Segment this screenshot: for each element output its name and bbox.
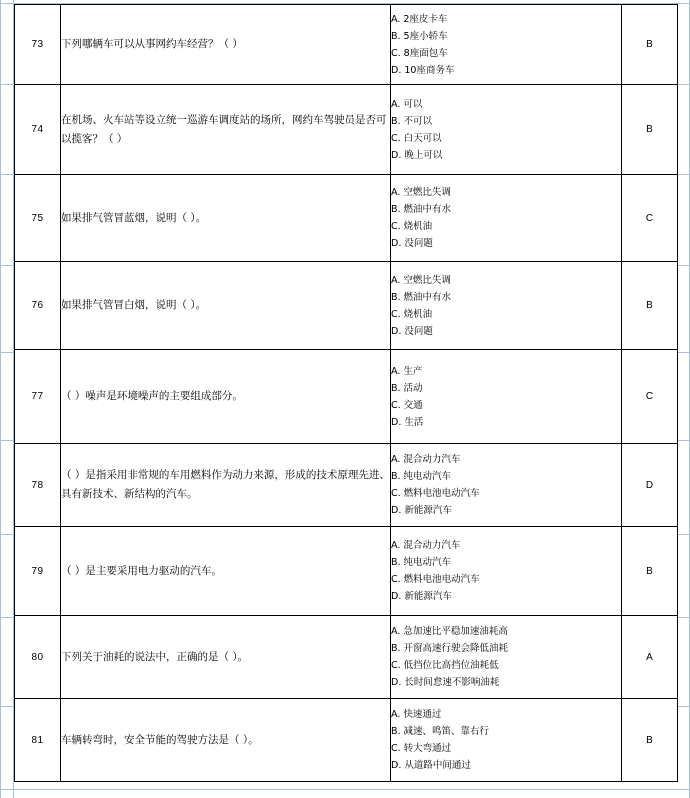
question-number-cell: 75 [15, 175, 61, 262]
question-number-cell: 81 [15, 699, 61, 782]
question-text: 如果排气管冒蓝烟，说明（ ）。 [61, 211, 207, 224]
question-text-cell [61, 262, 391, 350]
option-line: C. 8座面包车 [391, 47, 448, 59]
option-line: B. 纯电动汽车 [391, 557, 452, 568]
correct-answer-cell: D [622, 444, 678, 527]
option-line: A. 生产 [391, 365, 423, 377]
option-line: B. 不可以 [391, 115, 433, 127]
question-text: 车辆转弯时，安全节能的驾驶方法是（ ）。 [61, 733, 259, 746]
option-line: B. 燃油中有水 [391, 204, 452, 215]
answer-options-cell [391, 616, 622, 699]
question-text: 在机场、火车站等设立统一巡游车调度站的场所，网约车驾驶员是否可以揽客？（ ） [61, 113, 387, 145]
option-line: C. 烧机油 [391, 308, 433, 320]
question-text: 如果排气管冒白烟，说明（ ）。 [61, 299, 207, 311]
exam-question-table [14, 4, 678, 782]
answer-options-cell [391, 85, 622, 175]
answer-options-cell [391, 350, 622, 444]
question-number-cell: 80 [15, 616, 61, 699]
option-line: A. 可以 [391, 98, 423, 110]
option-line: A. 混合动力汽车 [391, 540, 461, 551]
question-text: （ ）是主要采用电力驱动的汽车。 [61, 564, 222, 577]
correct-answer-cell: B [622, 262, 678, 350]
answer-options-cell [391, 527, 622, 616]
option-line: A. 急加速比平稳加速油耗高 [391, 626, 508, 637]
option-line: B. 活动 [391, 382, 423, 394]
question-text: 下列关于油耗的说法中，正确的是（ ）。 [61, 650, 249, 663]
option-line: D. 生活 [391, 416, 424, 428]
option-line: C. 转大弯通过 [391, 743, 452, 754]
question-text-cell [61, 350, 391, 444]
option-line: C. 低挡位比高挡位油耗低 [391, 660, 499, 671]
question-number-cell: 76 [15, 262, 61, 350]
option-line: B. 减速、鸣笛、靠右行 [391, 726, 490, 737]
option-line: A. 快速通过 [391, 709, 442, 720]
option-line: A. 空燃比失调 [391, 187, 451, 198]
option-line: D. 新能源汽车 [391, 505, 452, 516]
table-row [15, 350, 678, 444]
option-line: A. 2座皮卡车 [391, 13, 448, 25]
answer-options-cell [391, 699, 622, 782]
table-row [15, 527, 678, 616]
table-row [15, 5, 678, 85]
correct-answer-cell: B [622, 527, 678, 616]
answer-options-cell [391, 262, 622, 350]
option-line: D. 10座商务车 [391, 64, 455, 76]
table-body [15, 5, 678, 782]
option-line: D. 没问题 [391, 325, 433, 337]
answer-options-cell [391, 5, 622, 85]
option-line: D. 长时间怠速不影响油耗 [391, 677, 500, 688]
question-text-cell [61, 444, 391, 527]
option-line: C. 交通 [391, 399, 423, 411]
table-row [15, 262, 678, 350]
question-number-cell: 77 [15, 350, 61, 444]
table-row [15, 444, 678, 527]
table-row [15, 175, 678, 262]
correct-answer-cell: A [622, 616, 678, 699]
question-text-cell [61, 699, 391, 782]
correct-answer-cell: B [622, 85, 678, 175]
question-number-cell: 79 [15, 527, 61, 616]
question-text-cell [61, 85, 391, 175]
table-row [15, 699, 678, 782]
gridline-horizontal [0, 789, 690, 790]
option-line: B. 纯电动汽车 [391, 471, 452, 482]
option-line: D. 从道路中间通过 [391, 760, 471, 771]
correct-answer-cell: B [622, 699, 678, 782]
correct-answer-cell: C [622, 350, 678, 444]
gridline-vertical [0, 0, 1, 798]
question-text-cell [61, 5, 391, 85]
question-text-cell [61, 527, 391, 616]
option-line: D. 晚上可以 [391, 149, 443, 161]
question-text: （ ）是指采用非常规的车用燃料作为动力来源，形成的技术原理先进、具有新技术、新结构的汽车。 [61, 469, 390, 500]
option-line: A. 空燃比失调 [391, 274, 451, 286]
option-line: C. 燃料电池电动汽车 [391, 488, 480, 499]
answer-options-cell [391, 175, 622, 262]
question-text-cell [61, 175, 391, 262]
question-text: （ ）噪声是环境噪声的主要组成部分。 [61, 390, 243, 402]
question-number-cell: 73 [15, 5, 61, 85]
option-line: C. 白天可以 [391, 132, 442, 144]
correct-answer-cell: C [622, 175, 678, 262]
table-row [15, 616, 678, 699]
option-line: D. 新能源汽车 [391, 591, 452, 602]
question-text-cell [61, 616, 391, 699]
correct-answer-cell: B [622, 5, 678, 85]
question-number-cell: 78 [15, 444, 61, 527]
option-line: B. 燃油中有水 [391, 291, 452, 303]
option-line: B. 5座小轿车 [391, 30, 448, 42]
option-line: C. 烧机油 [391, 221, 433, 232]
question-number-cell: 74 [15, 85, 61, 175]
option-line: C. 燃料电池电动汽车 [391, 574, 480, 585]
answer-options-cell [391, 444, 622, 527]
question-text: 下列哪辆车可以从事网约车经营？（ ） [61, 38, 243, 50]
table-row [15, 85, 678, 175]
option-line: B. 开窗高速行驶会降低油耗 [391, 643, 509, 654]
option-line: A. 混合动力汽车 [391, 454, 461, 465]
option-line: D. 没问题 [391, 238, 433, 249]
